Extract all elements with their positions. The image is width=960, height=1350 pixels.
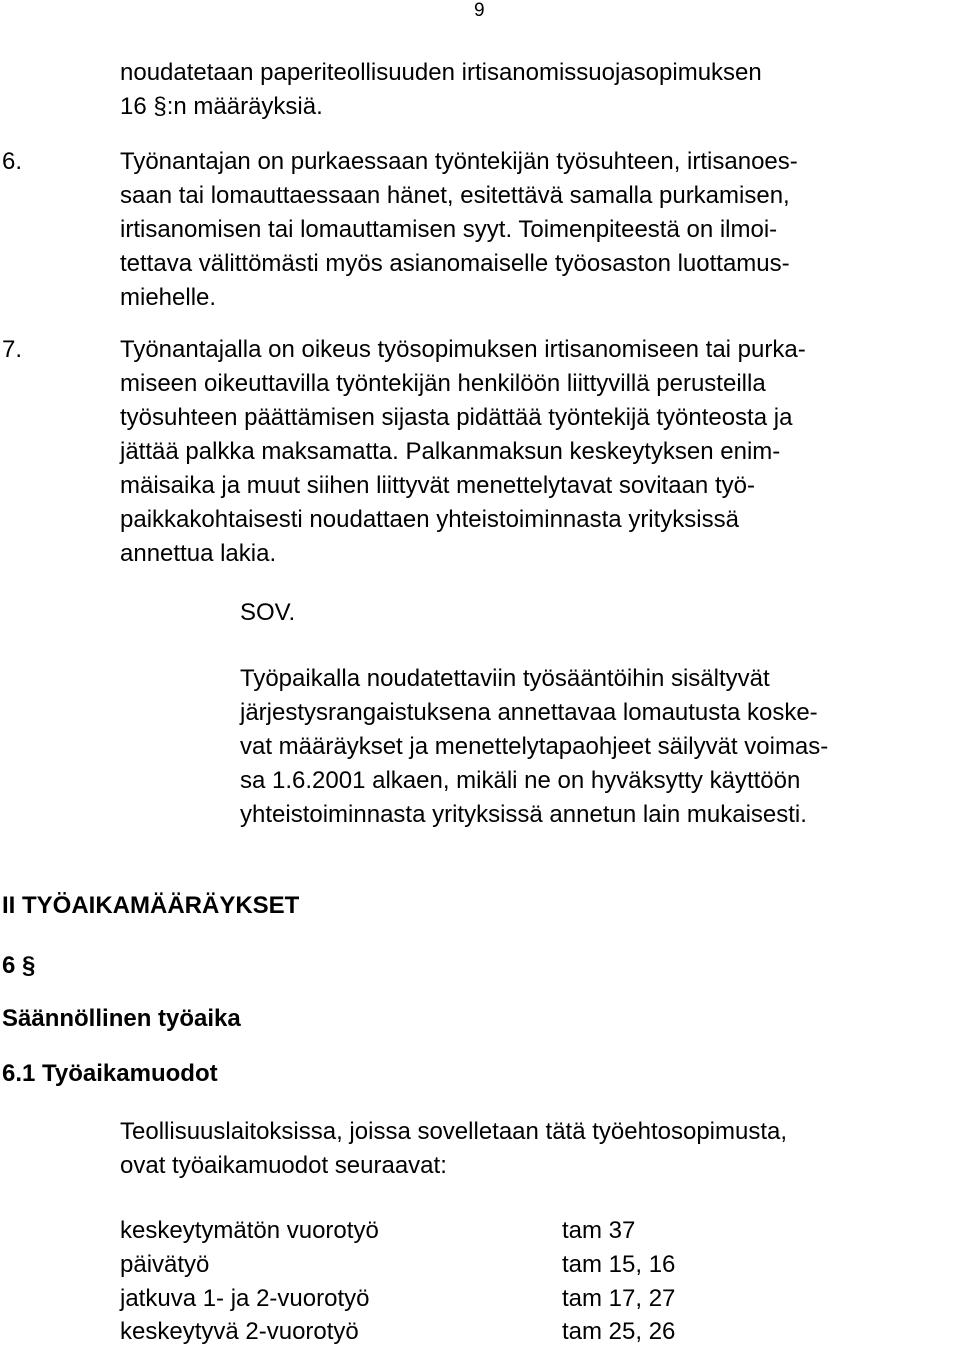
tam-cell: tam 17, 27 <box>562 1285 676 1312</box>
text-line: miehelle. <box>120 284 217 311</box>
text-line: Työpaikalla noudatettaviin työsääntöihin sisältyvät <box>240 665 770 692</box>
text-line: annettua lakia. <box>120 540 277 567</box>
sov-paragraph <box>240 662 828 832</box>
text-line: miseen oikeuttavilla työntekijän henkilöön liittyvillä perusteilla <box>120 370 766 397</box>
section-title: II TYÖAIKAMÄÄRÄYKSET <box>2 892 300 919</box>
text-line: mäisaika ja muut siihen liittyvät menettelytavat sovitaan työ- <box>120 472 755 499</box>
text-line: saan tai lomauttaessaan hänet, esitettävä samalla purkamisen, <box>120 182 790 209</box>
text-line: Työnantajalla on oikeus työsopimuksen irtisanomiseen tai purka- <box>120 336 806 363</box>
text-line: irtisanomisen tai lomauttamisen syyt. Toimenpiteestä on ilmoi- <box>120 216 778 243</box>
intro-paragraph <box>120 56 762 124</box>
work-form-cell: keskeytyvä 2-vuorotyö <box>120 1318 359 1345</box>
tam-cell: tam 25, 26 <box>562 1318 676 1345</box>
work-form-cell: keskeytymätön vuorotyö <box>120 1217 379 1244</box>
text-line: ovat työaikamuodot seuraavat: <box>120 1152 447 1179</box>
tam-cell: tam 37 <box>562 1217 636 1244</box>
text-line: jättää palkka maksamatta. Palkanmaksun keskeytyksen enim- <box>120 438 781 465</box>
text-line: sa 1.6.2001 alkaen, mikäli ne on hyväksytty käyttöön <box>240 767 801 794</box>
page-number: 9 <box>474 0 485 21</box>
text-line: noudatetaan paperiteollisuuden irtisanomissuojasopimuksen <box>120 59 762 86</box>
item-7-number: 7. <box>2 336 23 363</box>
subsection-title: 6.1 Työaikamuodot <box>2 1060 218 1087</box>
text-line: Työnantajan on purkaessaan työntekijän työsuhteen, irtisanoes- <box>120 148 798 175</box>
text-line: Teollisuuslaitoksissa, joissa sovelletaan tätä työehtosopimusta, <box>120 1118 788 1145</box>
paragraph-title: Säännöllinen työaika <box>2 1005 241 1032</box>
sov-label: SOV. <box>240 599 296 626</box>
item-6-paragraph <box>120 145 798 315</box>
text-line: 16 §:n määräyksiä. <box>120 93 323 120</box>
work-form-cell: päivätyö <box>120 1251 210 1278</box>
text-line: paikkakohtaisesti noudattaen yhteistoiminnasta yrityksissä <box>120 506 739 533</box>
text-line: järjestysrangaistuksena annettavaa lomautusta koske- <box>240 699 818 726</box>
item-6-number: 6. <box>2 148 23 175</box>
text-line: vat määräykset ja menettelytapaohjeet säilyvät voimas- <box>240 733 829 760</box>
work-form-cell: jatkuva 1- ja 2-vuorotyö <box>120 1285 370 1312</box>
item-7-paragraph <box>120 333 806 571</box>
work-forms-intro <box>120 1115 787 1183</box>
text-line: yhteistoiminnasta yrityksissä annetun lain mukaisesti. <box>240 801 807 828</box>
text-line: työsuhteen päättämisen sijasta pidättää työntekijä työnteosta ja <box>120 404 793 431</box>
text-line: tettava välittömästi myös asianomaiselle työosaston luottamus- <box>120 250 790 277</box>
tam-cell: tam 15, 16 <box>562 1251 676 1278</box>
paragraph-number: 6 § <box>2 952 36 979</box>
